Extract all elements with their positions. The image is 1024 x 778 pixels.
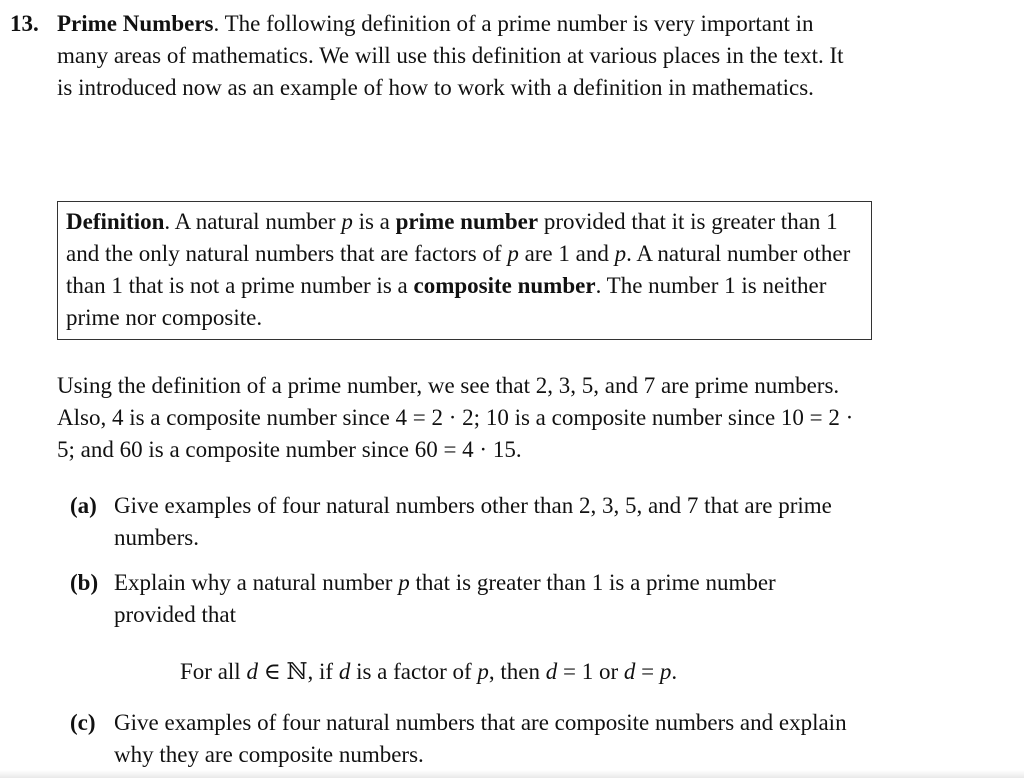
examples-paragraph: Using the definition of a prime number, we see that 2, 3, 5, and 7 are prime numbers. Also, 4 is a composite number since 4 = 2 · 2; 10 is a composite number since 10 = 2 · 5; and 60 is a composite number since 60 = 4 · 15. <box>57 373 854 462</box>
part-b <box>70 567 854 631</box>
definition-text-3: provided that it is greater than 1 and the only natural numbers that are factors of <box>66 209 838 266</box>
display-text-6: = <box>635 659 660 684</box>
display-text-4: , then <box>488 659 546 684</box>
var-p: p <box>398 570 410 595</box>
part-c <box>70 707 854 771</box>
part-b-label: (b) <box>70 570 99 595</box>
display-statement <box>180 656 677 688</box>
part-c-text: Give examples of four natural numbers that are composite numbers and explain why they are composite numbers. <box>114 710 847 767</box>
title-period: . <box>213 11 225 36</box>
page-bottom-edge <box>0 770 1024 778</box>
part-a-text: Give examples of four natural numbers other than 2, 3, 5, and 7 that are prime numbers. <box>114 493 832 550</box>
definition-text-5: . A natural number other than 1 that is not a prime number is a <box>66 241 851 298</box>
term-composite-number: composite number <box>413 273 596 298</box>
var-p: p <box>341 209 353 234</box>
var-p: p <box>477 659 489 684</box>
var-p: p <box>614 241 627 266</box>
display-text-1: For all <box>180 659 247 684</box>
part-b-text-1: Explain why a natural number <box>114 570 399 595</box>
term-prime-number: prime number <box>395 209 539 234</box>
definition-box <box>57 201 872 340</box>
definition-text-1: . A natural number <box>164 209 342 234</box>
definition-label: Definition <box>66 209 165 234</box>
var-p: p <box>507 241 519 266</box>
display-text-3: is a factor of <box>350 659 478 684</box>
problem-title: Prime Numbers <box>57 11 214 36</box>
display-text-2: ∈ ℕ, if <box>257 659 339 684</box>
problem-intro <box>10 8 857 104</box>
display-text-5: = 1 or <box>557 659 624 684</box>
var-d: d <box>623 659 636 684</box>
definition-text-2: is a <box>352 209 396 234</box>
part-a <box>70 490 854 554</box>
var-d: d <box>338 659 351 684</box>
part-b-text-2: that is greater than 1 is a prime number provided that <box>114 570 776 627</box>
intro-text: The following definition of a prime number is very important in many areas of mathematics. We will use this definition at various places in the text. It is introduced now as an example of how to work with a definition in mathematics. <box>57 11 844 100</box>
display-text-7: . <box>671 659 678 684</box>
part-a-label: (a) <box>70 493 97 518</box>
part-c-label: (c) <box>70 710 96 735</box>
definition-text-6: . The number 1 is neither prime nor composite. <box>66 273 827 330</box>
var-d: d <box>545 659 558 684</box>
definition-text-4: are 1 and <box>518 241 615 266</box>
var-d: d <box>246 659 258 684</box>
problem-number: 13. <box>10 11 39 36</box>
var-p: p <box>659 659 672 684</box>
